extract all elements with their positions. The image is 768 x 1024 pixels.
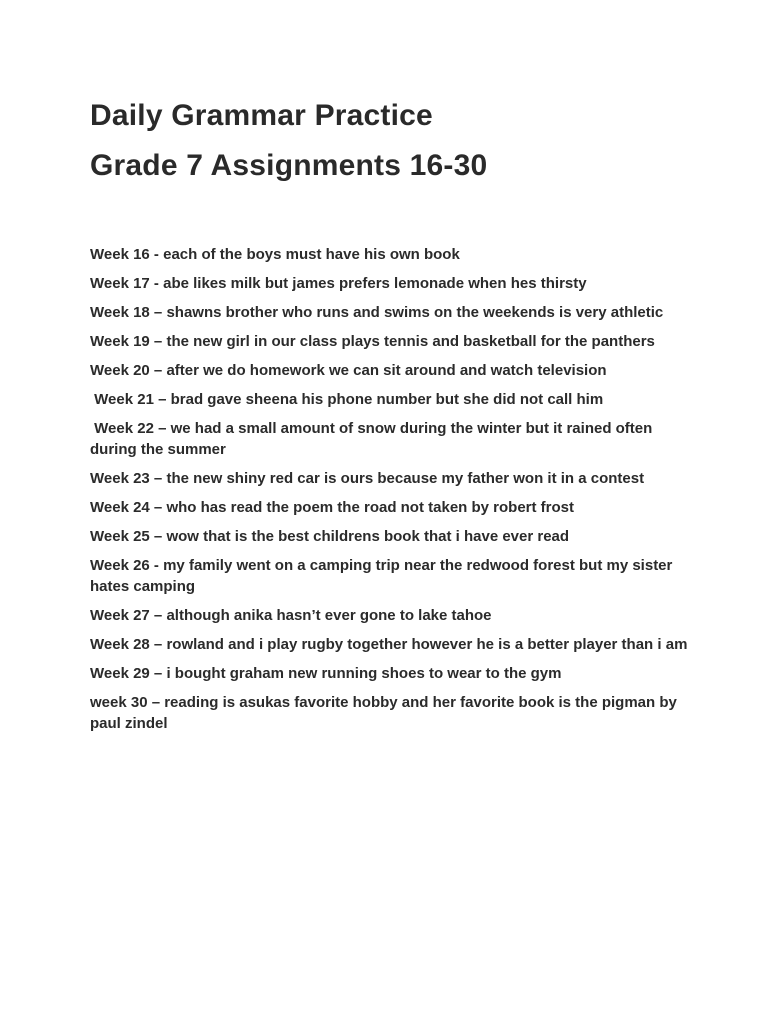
assignment-week-16: Week 16 - each of the boys must have his own book — [90, 246, 460, 263]
assignment-week-24: Week 24 – who has read the poem the road not taken by robert frost — [90, 499, 574, 516]
assignment-week-19: Week 19 – the new girl in our class plays tennis and basketball for the panthers — [90, 333, 655, 350]
document-title: Daily Grammar Practice — [90, 99, 433, 132]
document-subtitle: Grade 7 Assignments 16-30 — [90, 149, 488, 182]
document-page — [90, 96, 690, 742]
assignment-week-30: week 30 – reading is asukas favorite hobby and her favorite book is the pigman by paul zindel — [90, 694, 682, 732]
assignment-week-25: Week 25 – wow that is the best childrens book that i have ever read — [90, 528, 570, 545]
assignment-week-26: Week 26 - my family went on a camping trip near the redwood forest but my sister hates camping — [90, 557, 677, 595]
assignment-week-28: Week 28 – rowland and i play rugby together however he is a better player than i am — [90, 636, 688, 653]
assignment-week-27: Week 27 – although anika hasn’t ever gone to lake tahoe — [90, 607, 492, 624]
assignment-week-23: Week 23 – the new shiny red car is ours because my father won it in a contest — [90, 470, 645, 487]
assignment-week-17: Week 17 - abe likes milk but james prefers lemonade when hes thirsty — [90, 275, 587, 292]
assignment-week-29: Week 29 – i bought graham new running shoes to wear to the gym — [90, 665, 562, 682]
assignment-week-20: Week 20 – after we do homework we can sit around and watch television — [90, 362, 607, 379]
assignment-week-22: Week 22 – we had a small amount of snow during the winter but it rained often during the summer — [90, 420, 657, 458]
assignment-week-18: Week 18 – shawns brother who runs and swims on the weekends is very athletic — [90, 304, 664, 321]
assignment-week-21: Week 21 – brad gave sheena his phone number but she did not call him — [90, 391, 604, 408]
assignment-list — [90, 244, 690, 734]
